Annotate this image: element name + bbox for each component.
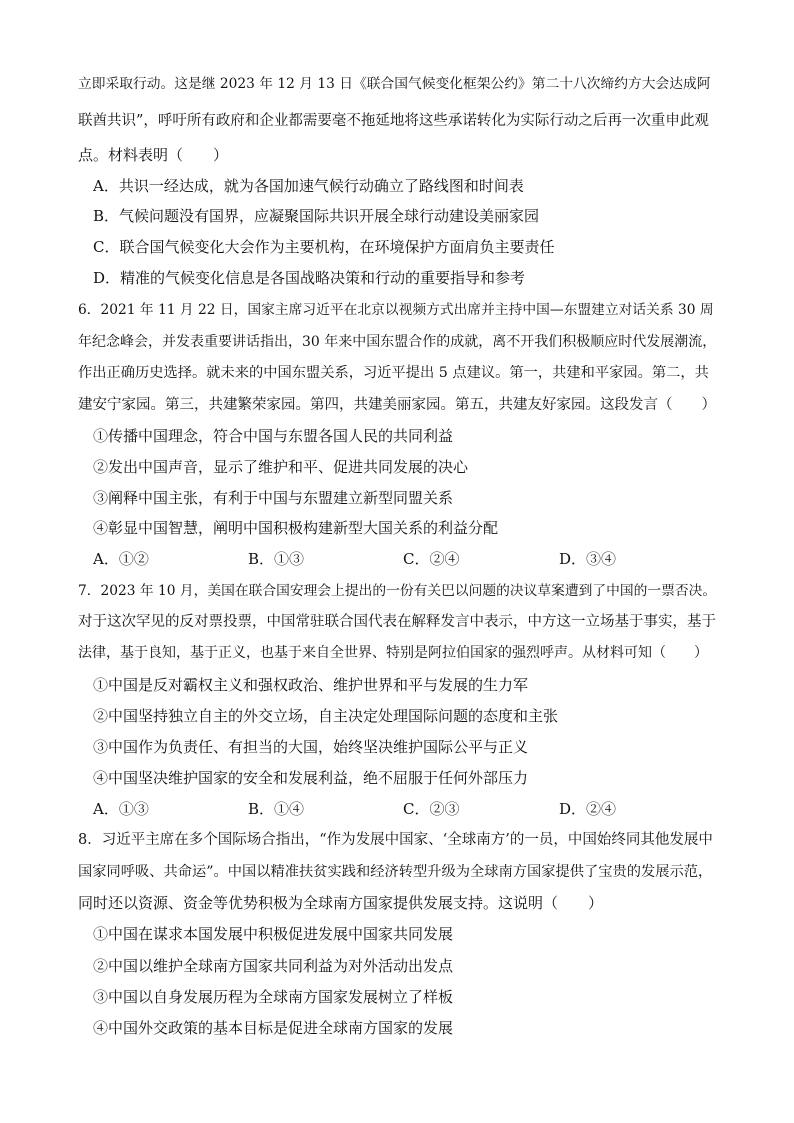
q6-choice-b: B．①③ [248, 550, 305, 568]
q7-statement-3: ③中国作为负责任、有担当的大国，始终坚决维护国际公平与正义 [93, 738, 529, 756]
q7-choices [93, 799, 713, 819]
q7-choice-d: D．②④ [559, 800, 617, 818]
q6-choice-d: D．③④ [559, 550, 617, 568]
q6-statement-1: ①传播中国理念，符合中国与东盟各国人民的共同利益 [93, 427, 454, 445]
q8-statement-3: ③中国以自身发展历程为全球南方国家发展树立了样板 [93, 988, 454, 1006]
q6-choices [93, 549, 713, 569]
q7-choice-a: A．①③ [93, 800, 149, 818]
q5-option-a: A．共识一经达成，就为各国加速气候行动确立了路线图和时间表 [93, 177, 524, 195]
q5-stem-line-1: 立即采取行动。这是继 2023 年 12 月 13 日《联合国气候变化框架公约》第二十八次缔约方大会达成阿 [78, 76, 711, 92]
q6-stem-line-4: 建安宁家园。第三，共建繁荣家园。第四，共建美丽家园。第五，共建友好家园。这段发言（ ） [78, 397, 716, 413]
q7-stem-line-1: 7．2023 年 10 月，美国在联合国安理会上提出的一份有关巴以问题的决议草案遭到了中国的一票否决。 [78, 583, 717, 599]
q5-option-c: C．联合国气候变化大会作为主要机构，在环境保护方面肩负主要责任 [93, 238, 555, 256]
q6-stem-line-1: 6．2021 年 11 月 22 日，国家主席习近平在北京以视频方式出席并主持中国—东盟建立对话关系 30 周 [78, 302, 714, 318]
q6-statement-3: ③阐释中国主张，有利于中国与东盟建立新型同盟关系 [93, 489, 454, 507]
q6-statement-2: ②发出中国声音，显示了维护和平、促进共同发展的决心 [93, 458, 469, 476]
q5-option-b: B．气候问题没有国界，应凝聚国际共识开展全球行动建设美丽家园 [93, 207, 540, 225]
q6-choice-c: C．②④ [403, 550, 460, 568]
q6-choice-a: A．①② [93, 550, 149, 568]
q7-statement-4: ④中国坚决维护国家的安全和发展利益，绝不屈服于任何外部压力 [93, 769, 529, 787]
q7-statement-1: ①中国是反对霸权主义和强权政治、维护世界和平与发展的生力军 [93, 676, 529, 694]
q5-stem-line-3: 点。材料表明（ ） [78, 146, 229, 164]
q8-stem-line-3: 同时还以资源、资金等优势积极为全球南方国家提供发展支持。这说明（ ） [78, 894, 604, 912]
q7-choice-c: C．②③ [403, 800, 460, 818]
q6-stem-line-2: 年纪念峰会，并发表重要讲话指出，30 年来中国东盟合作的成就，离不开我们积极顺应时代发展潮流， [78, 334, 717, 350]
q7-statement-2: ②中国坚持独立自主的外交立场，自主决定处理国际问题的态度和主张 [93, 707, 559, 725]
q6-statement-4: ④彰显中国智慧，阐明中国积极构建新型大国关系的利益分配 [93, 519, 499, 537]
q7-stem-line-3: 法律，基于良知，基于正义，也基于来自全世界、特别是阿拉伯国家的强烈呼声。从材料可知（ ） [78, 645, 708, 661]
q8-stem-line-2: 国家同呼吸、共命运”。中国以精准扶贫实践和经济转型升级为全球南方国家提供了宝贵的发展示范， [78, 864, 713, 880]
q8-statement-2: ②中国以维护全球南方国家共同利益为对外活动出发点 [93, 957, 454, 975]
q7-stem-line-2: 对于这次罕见的反对票投票，中国常驻联合国代表在解释发言中表示，中方这一立场基于事实，基于 [78, 614, 716, 630]
q8-statement-4: ④中国外交政策的基本目标是促进全球南方国家的发展 [93, 1019, 454, 1037]
q6-stem-line-3: 作出正确历史选择。就未来的中国东盟关系，习近平提出 5 点建议。第一，共建和平家园。第二，共 [78, 365, 709, 381]
q8-statement-1: ①中国在谋求本国发展中积极促进发展中国家共同发展 [93, 925, 454, 943]
q5-option-d: D．精准的气候变化信息是各国战略决策和行动的重要指导和参考 [93, 269, 526, 287]
q7-choice-b: B．①④ [248, 800, 305, 818]
q8-stem-line-1: 8．习近平主席在多个国际场合指出，“作为发展中国家、‘全球南方’的一员，中国始终同其他发展中 [78, 832, 713, 848]
q5-stem-line-2: 联酋共识”，呼吁所有政府和企业都需要毫不拖延地将这些承诺转化为实际行动之后再一次重申此观 [78, 113, 709, 129]
